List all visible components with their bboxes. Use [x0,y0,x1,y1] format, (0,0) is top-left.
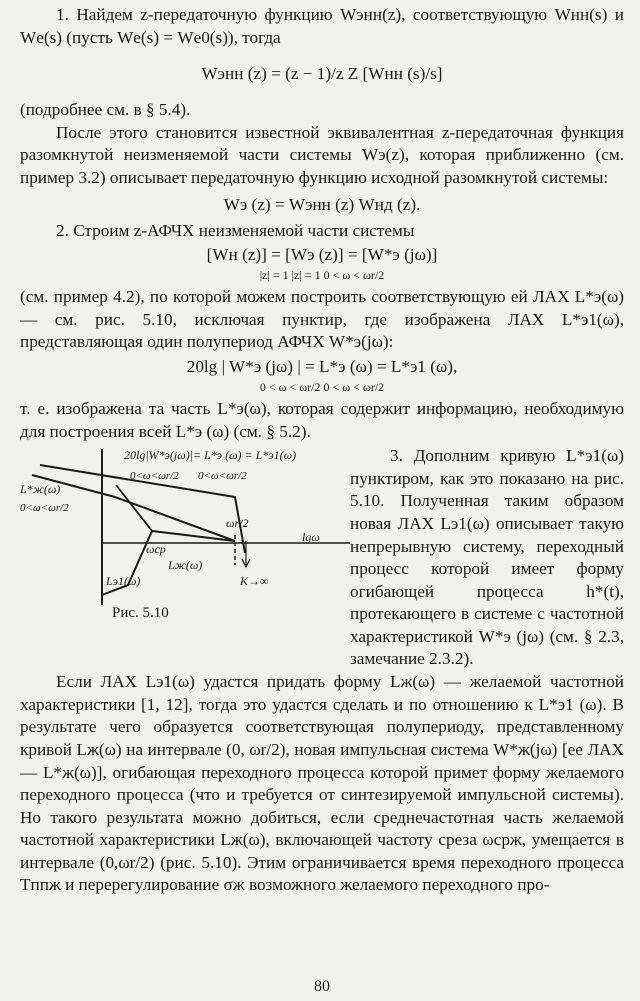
label-lzh-star: L*ж(ω) [20,482,61,497]
formula-wenn: Wэнн (z) = (z − 1)/z Z [Wнн (s)/s] [201,64,443,84]
label-range-top: 0<ω<ωr/2 [130,470,179,483]
paragraph-info: т. е. изображена та часть L*э(ω), которая содержит информацию, необходимую для построения всей L*э (ω) (см. § 5.2). [20,398,624,441]
formula-afchh [20,242,624,286]
label-range-top2: 0<ω<ωr/2 [198,470,247,483]
formula-20lg [20,354,624,398]
label-left-range: 0<ω<ωr/2 [20,502,69,515]
paragraph-step2: 2. Строим z-АФЧХ неизменяемой части системы [56,220,415,240]
figure-5-10 [20,445,350,671]
figure-caption: Рис. 5.10 [112,605,169,622]
paragraph-equivalent: После этого становится известной эквивалентная z-передаточная функция разомкнутой неизменяемой части системы Wэ(z), которая приближенно (см. пример 3.2) описывает передаточную функцию исходной разомкнутой системы: [20,122,624,187]
figure-row [20,445,624,671]
book-page [20,4,624,996]
side-paragraph [350,445,624,671]
formula-afchh-main: [Wн (z)] = [Wэ (z)] = [W*э (jω)] [206,245,438,265]
paragraph-desired: Если ЛАХ Lэ1(ω) удастся придать форму Lж(ω) — желаемой частотной характеристики [1, 12], тогда это удастся сделать и по отношению к L*э1 (ω). В результате чего образуется соответствующая полупериоду, представленному кривой Lж(ω) на интервале (0, ωr/2), новая импульсная система W*ж(jω) [ее ЛАХ — L*ж(ω)], огибающая переходного процесса которой примет форму желаемого переходного процесса (что и требуется от синтезируемой импульсной системы). Но такого результата можно добиться, если среднечастотная часть желаемой частотной характеристики Lж(ω), включающей частоту среза ωсрж, умещается в интервале (0,ωr/2) (рис. 5.10). Этим ограничивается время переходного процесса Tппж и перерегулирование σж возможного желаемого переходного про- [20,672,624,895]
label-le1: Lэ1(ω) [106,574,141,589]
formula-afchh-limits: |z| = 1 |z| = 1 0 < ω < ωr/2 [259,268,385,283]
label-lzh: Lж(ω) [168,558,203,573]
label-wcp: ωср [146,542,166,557]
paragraph-lax: (см. пример 4.2), по которой можем построить соответствующую ей ЛАХ L*э(ω) — см. рис. 5.10, исключая пунктир, где изображена ЛАХ L*э1(ω), представляющая один полупериод АФЧХ W*э(jω): [20,287,624,352]
paragraph-step1: 1. Найдем z-передаточную функцию Wэнн(z), соответствующую Wнн(s) и Wе(s) (пусть Wе(s) = Wе0(s)), тогда [20,5,624,47]
side-paragraph-text: 3. Дополним кривую L*э1(ω) пунктиром, как это показано на рис. 5.10. Полученная таким образом новая ЛАХ Lэ1(ω) описывает такую непрерывную систему, переходный процесс которой имеет форму огибающей процесса h*(t), протекающего в системе с частотной характеристикой W*э (jω) (см. § 2.3, замечание 2.3.2). [350,446,624,669]
label-lgw: lgω [302,530,320,545]
lax-diagram [20,445,350,635]
label-kinf: K→∞ [240,574,269,589]
paragraph-reference: (подробнее см. в § 5.4). [20,100,191,120]
label-wr: ωr/2 [226,516,249,531]
formula-20lg-main: 20lg | W*э (jω) | = L*э (ω) = L*э1 (ω), [186,356,458,376]
formula-we: Wэ (z) = Wэнн (z) Wнд (z). [223,194,421,214]
page-number: 80 [314,978,330,995]
formula-20lg-limits: 0 < ω < ωr/2 0 < ω < ωr/2 [259,379,385,394]
label-top: 20lg|W*э(jω)|= L*э (ω) = L*э1(ω) [124,448,297,463]
